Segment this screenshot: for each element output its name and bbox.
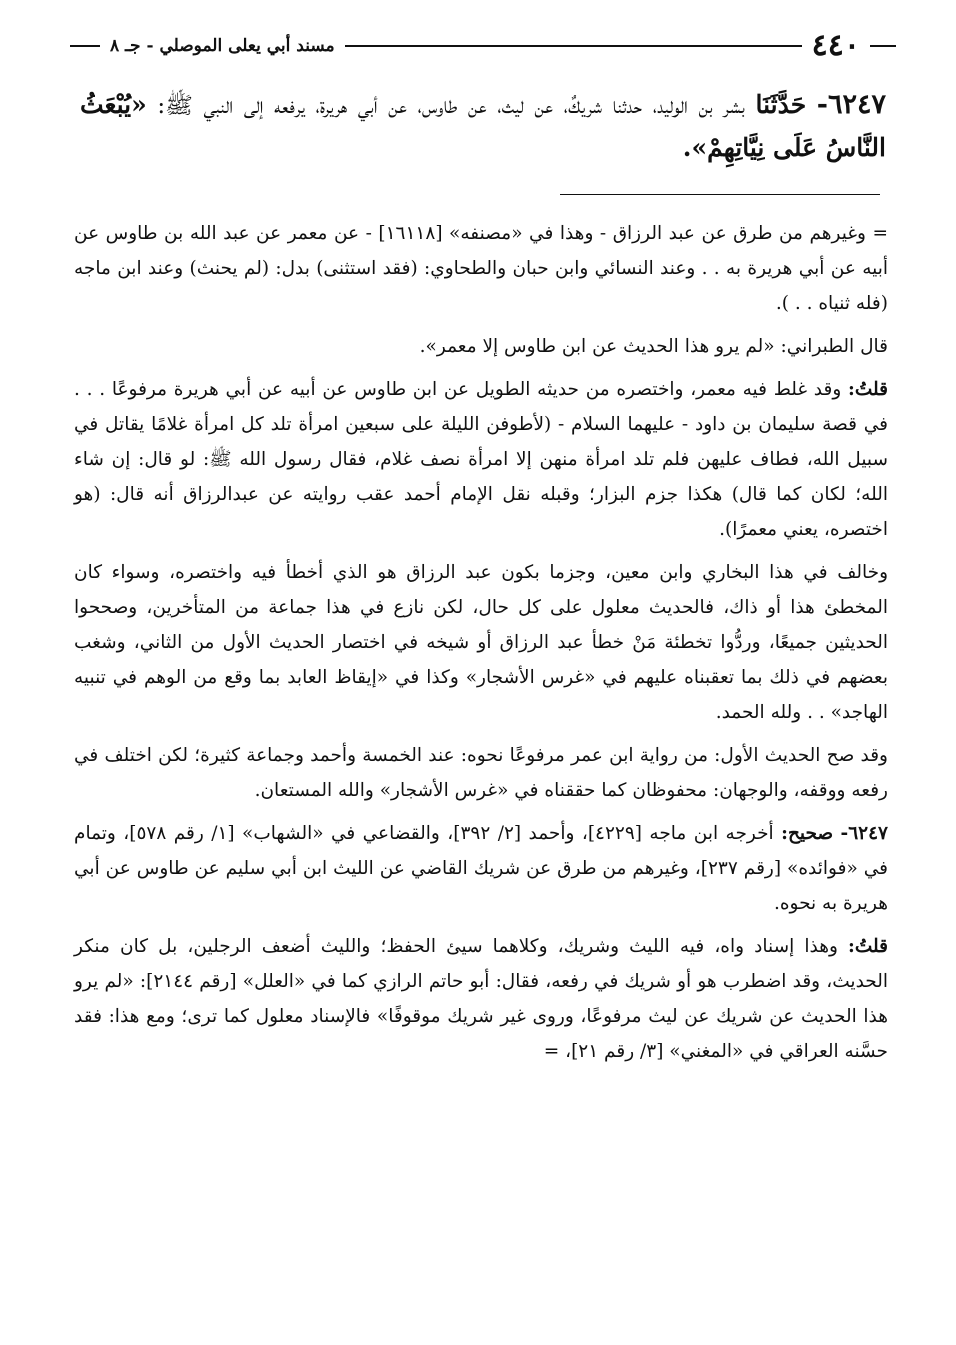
footnotes <box>74 216 888 1077</box>
hadith-isnad: بشر بن الوليد، حدثنا شريكٌ، عن ليث، عن طاوس، عن أبي هريرة، يرفعه إلى النبي ﷺ: <box>146 93 756 119</box>
footnote-paragraph <box>74 216 888 321</box>
hadith-haddathana: حَدَّثَنَا <box>755 90 807 119</box>
footnote-text: قال الطبراني: «لم يرو هذا الحديث عن ابن طاوس إلا معمر». <box>419 336 888 357</box>
header-rule <box>345 45 802 47</box>
footnote-paragraph <box>74 929 888 1069</box>
footnote-text: وقد غلط فيه معمر، واختصره من حديثه الطويل عن ابن طاوس عن أبيه عن أبي هريرة مرفوعًا . . . في قصة سليمان بن داود - عليهما السلام - (لأطوفن الليلة على سبعين امرأة تلد كل امرأة غلامًا يقاتل في سبيل الله، فطاف عليهن فلم تلد امرأة منهن إلا امرأة نصف غلام، فقال رسول الله ﷺ: لو قال: إن شاء الله؛ لكان كما قال) هكذا جزم البزار؛ وقبله نقل الإمام أحمد عقب روايته عن عبدالرزاق أنه قال: (هو اختصره، يعني معمرًا). <box>74 379 888 540</box>
footnote-paragraph <box>74 816 888 921</box>
footnote-text: وقد صح الحديث الأول: من رواية ابن عمر مرفوعًا نحوه: عند الخمسة وأحمد وجماعة كثيرة؛ لكن اختلف في رفعه ووقفه، والوجهان: محفوظان كما حققناه في «غرس الأشجار» والله المستعان. <box>74 745 888 801</box>
footnote-text: أخرجه ابن ماجه [٤٢٢٩]، وأحمد [٢/ ٣٩٢]، والقضاعي في «الشهاب» [١/ رقم ٥٧٨]، وتمام في «فوائده» [رقم ٢٣٧]، وغيرهم من طرق عن شريك القاضي عن الليث ابن أبي سليم عن طاوس عن أبي هريرة به نحوه. <box>74 823 888 914</box>
page-number: ٤٤٠ <box>811 28 860 63</box>
header-rule <box>870 45 896 47</box>
page-header <box>70 28 896 64</box>
footnote-paragraph <box>74 372 888 547</box>
qultu-label: قلتُ: <box>848 936 888 957</box>
header-rule <box>70 45 100 47</box>
footnote-paragraph <box>74 555 888 730</box>
footnote-separator <box>560 194 880 195</box>
takhrij-number: ٦٢٤٧- <box>840 823 888 844</box>
hadith-number: ٦٢٤٧- <box>816 89 886 120</box>
hadith-matn: «يُبْعَثُ النَّاسُ عَلَى نِيَّاتِهِمْ». <box>80 90 886 162</box>
book-title: مسند أبي يعلى الموصلي - جـ ٨ <box>110 36 335 56</box>
footnote-paragraph <box>74 738 888 808</box>
footnote-text: = وغيرهم من طرق عن عبد الرزاق - وهذا في «مصنفه» [١٦١١٨] - عن معمر عن عبد الله بن طاوس عن أبيه عن أبي هريرة به . . وعند النسائي وابن حبان والطحاوي: (فقد استثنى) بدل: (لم يحنث) وعند ابن ماجه (فله ثنياه . . ). <box>74 223 888 314</box>
footnote-paragraph <box>74 329 888 364</box>
qultu-label: قلتُ: <box>848 379 888 400</box>
grade-label: صحيح: <box>781 823 834 844</box>
footnote-text: وخالف في هذا البخاري وابن معين، وجزما بكون عبد الرزاق هو الذي أخطأ فيه واختصره، وسواء كان المخطئ هذا أو ذاك، فالحديث معلول على كل حال، لكن نازع في هذا جماعة من المتأخرين، وصححوا الحديثين جميعًا، وردُّوا تخطئة مَنْ خطأ عبد الرزاق أو شيخه في اختصار الحديث الأول من الثاني، وشغب بعضهم في ذلك بما تعقبناه عليهم في «غرس الأشجار» وكذا في «إيقاظ العابد بما وقع من الوهم في تنبيه الهاجد» . . ولله الحمد. <box>74 562 888 723</box>
hadith-text <box>80 84 886 170</box>
footnote-text: وهذا إسناد واه، فيه الليث وشريك، وكلاهما سيئ الحفظ؛ والليث أضعف الرجلين، بل كان منكر الحديث، وقد اضطرب هو أو شريك في رفعه، فقال: أبو حاتم الرازي كما في «العلل» [رقم ٢١٤٤]: «لم يرو هذا الحديث عن شريك عن ليث مرفوعًا، وروى غير شريك موقوفًا» فالإسناد معلول كما ترى؛ ومع هذا: فقد حسَّنه العراقي في «المغني» [٣/ رقم ٢١]، = <box>74 936 888 1062</box>
